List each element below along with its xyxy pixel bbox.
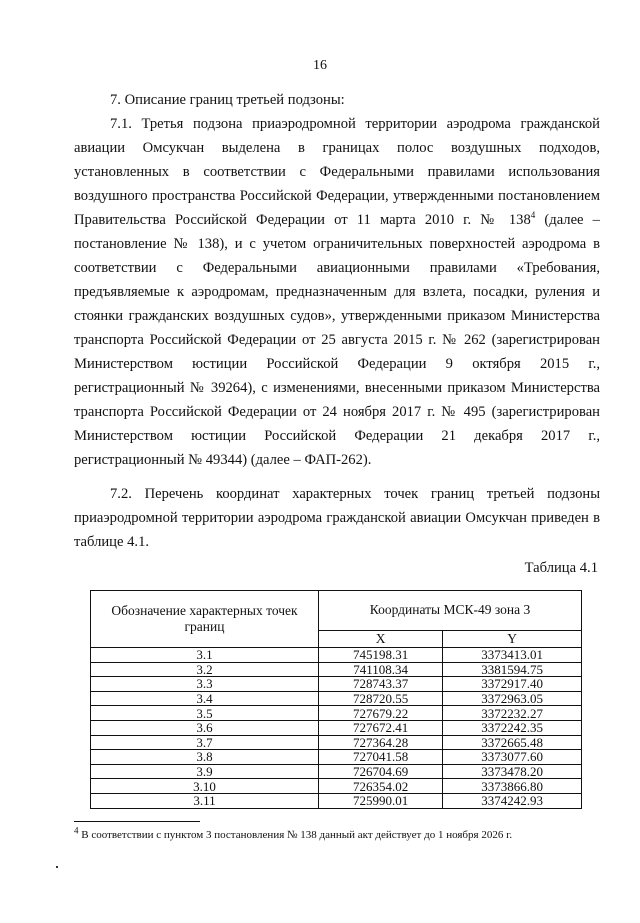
footnote — [74, 825, 513, 842]
header-x: X — [319, 630, 443, 647]
coordinates-table-body — [91, 648, 582, 809]
cell-point: 3.4 — [91, 691, 319, 706]
cell-y: 3374242.93 — [443, 793, 582, 808]
cell-x: 745198.31 — [319, 648, 443, 663]
coordinates-table — [90, 590, 582, 809]
cell-y: 3372963.05 — [443, 691, 582, 706]
cell-x: 727364.28 — [319, 735, 443, 750]
footnote-reference: 4 — [530, 210, 536, 221]
cell-x: 726354.02 — [319, 779, 443, 794]
cell-x: 741108.34 — [319, 662, 443, 677]
cell-y: 3372665.48 — [443, 735, 582, 750]
cell-point: 3.2 — [91, 662, 319, 677]
header-y: Y — [443, 630, 582, 647]
cell-point: 3.7 — [91, 735, 319, 750]
cell-point: 3.11 — [91, 793, 319, 808]
page-number: 16 — [313, 58, 327, 73]
cell-y: 3372917.40 — [443, 677, 582, 692]
section-heading: 7. Описание границ третьей подзоны: — [110, 92, 345, 108]
cell-y: 3373413.01 — [443, 648, 582, 663]
cell-x: 727041.58 — [319, 750, 443, 765]
table-caption: Таблица 4.1 — [524, 560, 598, 576]
cell-point: 3.6 — [91, 720, 319, 735]
footnote-text: В соответствии с пунктом 3 постановления № 138 данный акт действует до 1 ноября 2026 г. — [78, 829, 513, 841]
table-row — [91, 735, 582, 750]
header-coordinates: Координаты МСК-49 зона 3 — [319, 591, 582, 631]
table-row — [91, 706, 582, 721]
cell-point: 3.1 — [91, 648, 319, 663]
cell-x: 728743.37 — [319, 677, 443, 692]
paragraph-7-2: 7.2. Перечень координат характерных точек границ третьей подзоны приаэродромной территории аэродрома гражданской авиации Омсукчан приведен в таблице 4.1. — [74, 486, 600, 550]
table-row — [91, 750, 582, 765]
cell-point: 3.9 — [91, 764, 319, 779]
cell-y: 3372242.35 — [443, 720, 582, 735]
scan-speck — [56, 866, 58, 868]
table-row — [91, 691, 582, 706]
footnote-marker: 4 — [74, 825, 79, 836]
table-row — [91, 648, 582, 663]
header-characteristic-points: Обозначение характерных точек границ — [91, 591, 319, 648]
cell-x: 727679.22 — [319, 706, 443, 721]
paragraph-7-1-text-end: (далее – постановление № 138), и с учетом ограничительных поверхностей аэродрома в соответствии с Федеральными авиационными правилами «Требования, предъявляемые к аэродромам, предназначенным для взлета, посадки, руления и стоянки гражданских воздушных судов», утвержденными приказом Министерства транспорта Российской Федерации от 25 августа 2015 г. № 262 (зарегистрирован Министерством юстиции Российской Федерации 9 октября 2015 г., регистрационный № 39264), с изменениями, внесенными приказом Министерства транспорта Российской Федерации от 24 ноября 2017 г. № 495 (зарегистрирован Министерством юстиции Российской Федерации 21 декабря 2017 г., регистрационный № 49344) (далее – ФАП-262). — [74, 212, 600, 468]
table-row — [91, 793, 582, 808]
cell-y: 3372232.27 — [443, 706, 582, 721]
paragraph-7-1-text-start: 7.1. Третья подзона приаэродромной территории аэродрома гражданской авиации Омсукчан выделена в границах полос воздушных подходов, установленных в соответствии с Федеральными правилами использования воздушного пространства Российской Федерации, утвержденными постановлением Правительства Российской Федерации от 11 марта 2010 г. № 138 — [74, 116, 600, 228]
cell-x: 727672.41 — [319, 720, 443, 735]
cell-x: 726704.69 — [319, 764, 443, 779]
cell-y: 3373866.80 — [443, 779, 582, 794]
cell-point: 3.8 — [91, 750, 319, 765]
cell-y: 3381594.75 — [443, 662, 582, 677]
footnote-divider — [74, 821, 200, 822]
cell-y: 3373077.60 — [443, 750, 582, 765]
table-row — [91, 662, 582, 677]
cell-x: 728720.55 — [319, 691, 443, 706]
paragraph-7-1 — [74, 112, 600, 472]
cell-y: 3373478.20 — [443, 764, 582, 779]
table-row — [91, 779, 582, 794]
table-row — [91, 677, 582, 692]
cell-point: 3.3 — [91, 677, 319, 692]
cell-point: 3.10 — [91, 779, 319, 794]
cell-x: 725990.01 — [319, 793, 443, 808]
table-row — [91, 764, 582, 779]
cell-point: 3.5 — [91, 706, 319, 721]
table-row — [91, 720, 582, 735]
